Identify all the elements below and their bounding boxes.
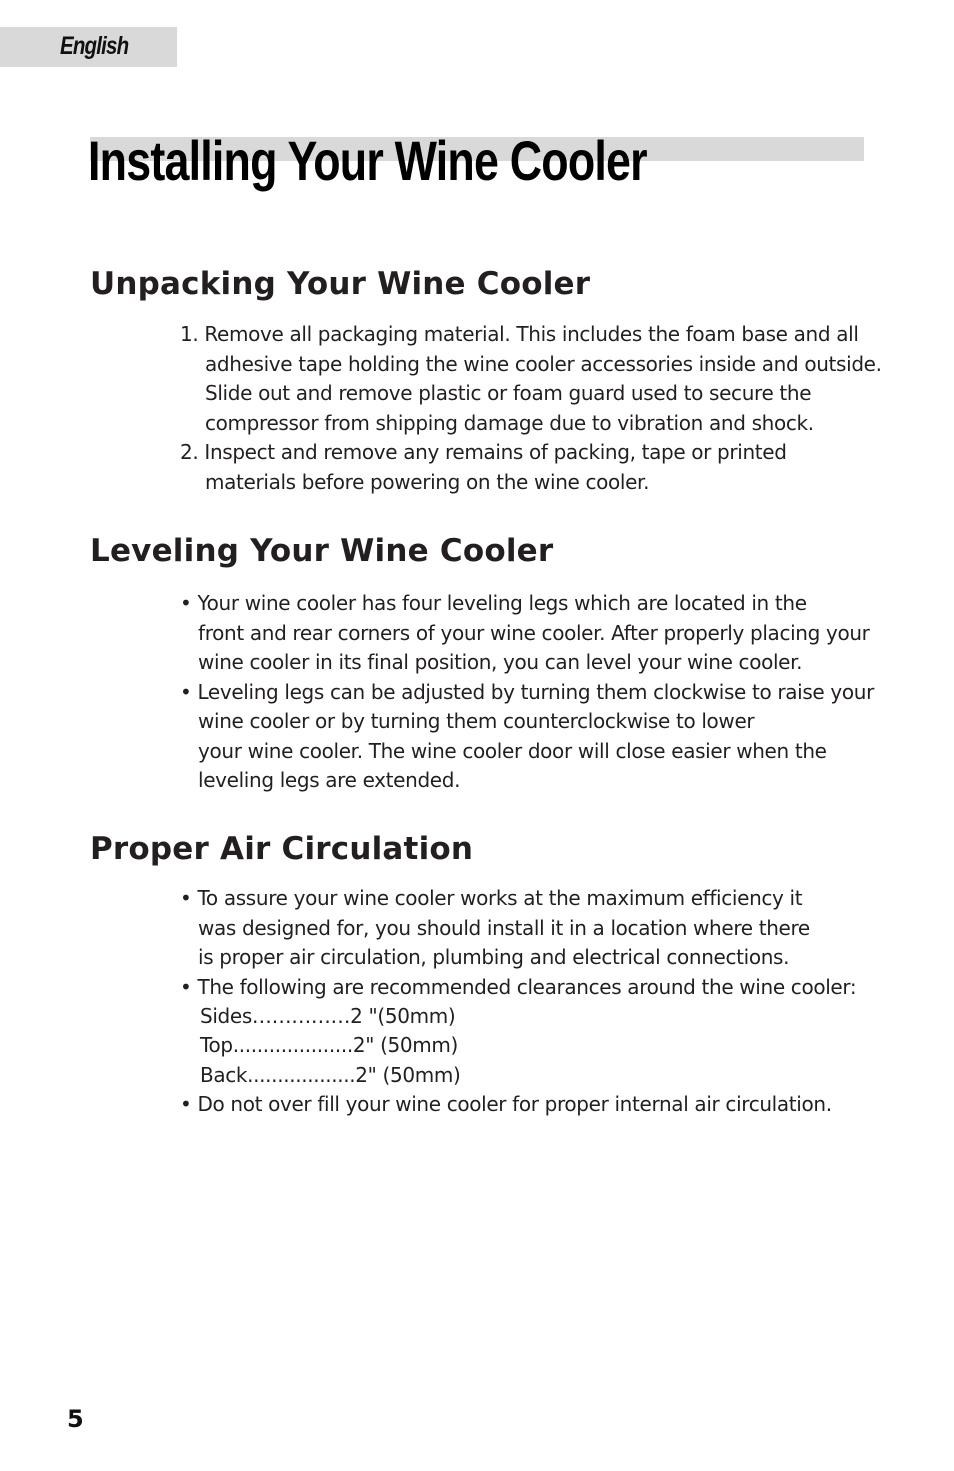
page-number: 5 [67,1405,84,1433]
bullet-item: • Your wine cooler has four leveling legs which are located in the [180,591,807,615]
bullet-item-continuation: leveling legs are extended. [198,768,461,792]
bullet-item-continuation: front and rear corners of your wine cooler. After properly placing your [198,621,870,645]
list-item-continuation: compressor from shipping damage due to vibration and shock. [205,411,814,435]
bullet-item: • Do not over fill your wine cooler for proper internal air circulation. [180,1092,832,1116]
page-title: Installing Your Wine Cooler [88,129,647,192]
list-item-continuation: Slide out and remove plastic or foam guard used to secure the [205,381,812,405]
bullet-item: • The following are recommended clearances around the wine cooler: [180,975,857,999]
clearance-back: Back..................2" (50mm) [200,1063,461,1087]
bullet-item-continuation: your wine cooler. The wine cooler door will close easier when the [198,739,827,763]
section-heading-air-circulation: Proper Air Circulation [90,831,474,867]
language-tab [0,27,177,67]
bullet-item: • Leveling legs can be adjusted by turning them clockwise to raise your [180,680,874,704]
language-label: English [60,32,129,60]
bullet-item-continuation: was designed for, you should install it in a location where there [198,916,810,940]
list-item-continuation: adhesive tape holding the wine cooler accessories inside and outside. [205,352,882,376]
bullet-item-continuation: is proper air circulation, plumbing and electrical connections. [198,945,790,969]
list-item: 2. Inspect and remove any remains of packing, tape or printed [180,440,787,464]
list-item: 1. Remove all packaging material. This includes the foam base and all [180,322,859,346]
section-heading-leveling: Leveling Your Wine Cooler [90,533,554,569]
bullet-item: • To assure your wine cooler works at the maximum efficiency it [180,886,803,910]
bullet-item-continuation: wine cooler or by turning them counterclockwise to lower [198,709,755,733]
bullet-item-continuation: wine cooler in its final position, you can level your wine cooler. [198,650,803,674]
clearance-sides: Sides……………2 "(50mm) [200,1004,456,1028]
section-heading-unpacking: Unpacking Your Wine Cooler [90,266,591,302]
clearance-top: Top....................2" (50mm) [200,1033,458,1057]
list-item-continuation: materials before powering on the wine cooler. [205,470,650,494]
